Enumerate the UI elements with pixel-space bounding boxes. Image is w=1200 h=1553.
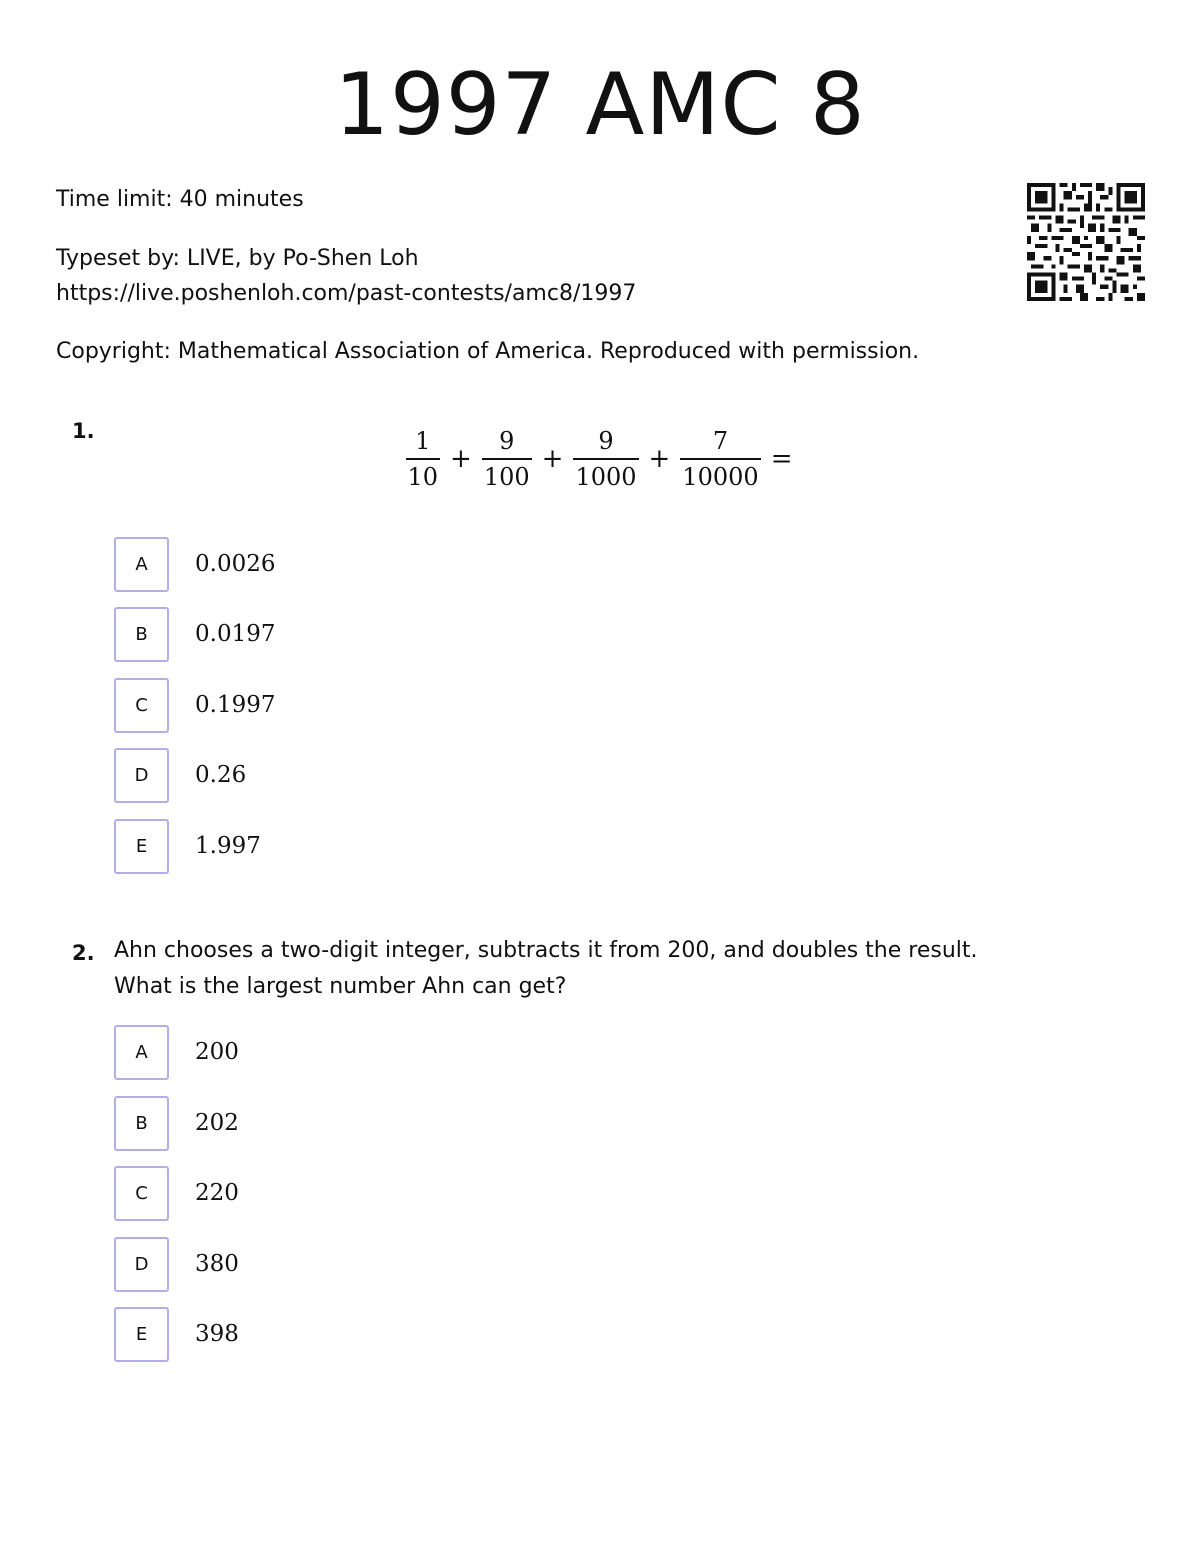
q2-choice-d[interactable] xyxy=(114,1236,239,1292)
fraction-numerator: 9 xyxy=(499,427,515,455)
choice-value: 0.0026 xyxy=(195,551,276,577)
choice-letter-button[interactable]: C xyxy=(114,678,169,733)
fraction-1 xyxy=(406,428,441,491)
source-url[interactable]: https://live.poshenloh.com/past-contests/amc8/1997 xyxy=(56,281,637,306)
choice-value: 380 xyxy=(195,1251,239,1277)
choice-letter-button[interactable]: A xyxy=(114,537,169,592)
q2-choice-a[interactable] xyxy=(114,1024,239,1080)
choice-value: 200 xyxy=(195,1039,239,1065)
q2-choice-e[interactable] xyxy=(114,1306,239,1362)
plus-sign: + xyxy=(450,444,472,475)
choice-letter-button[interactable]: E xyxy=(114,819,169,874)
choice-value: 0.1997 xyxy=(195,692,276,718)
plus-sign: + xyxy=(648,444,671,475)
fraction-denominator: 10000 xyxy=(680,458,760,490)
choice-value: 1.997 xyxy=(195,833,261,859)
typeset-by: Typeset by: LIVE, by Po-Shen Loh xyxy=(56,246,419,271)
choice-value: 0.0197 xyxy=(195,621,276,647)
choice-letter-button[interactable]: E xyxy=(114,1307,169,1362)
fraction-numerator: 9 xyxy=(598,427,614,455)
equals-sign: = xyxy=(770,444,793,475)
question-text-line: Ahn chooses a two-digit integer, subtracts it from 200, and doubles the result. xyxy=(114,938,978,963)
choice-value: 220 xyxy=(195,1180,239,1206)
q2-choice-b[interactable] xyxy=(114,1095,239,1151)
fraction-denominator: 1000 xyxy=(573,458,638,490)
choice-value: 0.26 xyxy=(195,762,247,788)
q2-choice-c[interactable] xyxy=(114,1165,239,1221)
fraction-numerator: 7 xyxy=(712,427,729,455)
choice-value: 398 xyxy=(195,1321,239,1347)
q1-choice-d[interactable] xyxy=(114,747,246,803)
choice-letter-button[interactable]: B xyxy=(114,607,169,662)
fraction-denominator: 100 xyxy=(482,458,532,490)
q1-choice-e[interactable] xyxy=(114,818,261,874)
question-2-number: 2. xyxy=(72,941,95,965)
choice-letter-button[interactable]: D xyxy=(114,1237,169,1292)
fraction-2 xyxy=(482,428,532,491)
q1-choice-a[interactable] xyxy=(114,536,275,592)
choice-value: 202 xyxy=(195,1110,239,1136)
question-2-text xyxy=(114,933,1104,1005)
plus-sign: + xyxy=(541,444,564,475)
q1-choice-c[interactable] xyxy=(114,677,275,733)
choice-letter-button[interactable]: B xyxy=(114,1096,169,1151)
copyright-notice: Copyright: Mathematical Association of America. Reproduced with permission. xyxy=(56,339,920,364)
page-title: 1997 AMC 8 xyxy=(334,55,866,155)
fraction-3 xyxy=(573,428,638,491)
choice-letter-button[interactable]: D xyxy=(114,748,169,803)
fraction-numerator: 1 xyxy=(415,427,431,455)
fraction-denominator: 10 xyxy=(406,458,441,490)
q1-choice-b[interactable] xyxy=(114,606,275,662)
choice-letter-button[interactable]: C xyxy=(114,1166,169,1221)
time-limit: Time limit: 40 minutes xyxy=(56,187,304,212)
fraction-4 xyxy=(680,428,760,491)
question-text-line: What is the largest number Ahn can get? xyxy=(114,974,567,999)
qr-code-icon[interactable] xyxy=(1027,183,1145,301)
question-1-number: 1. xyxy=(72,419,95,443)
choice-letter-button[interactable]: A xyxy=(114,1025,169,1080)
question-1-equation xyxy=(0,428,1200,491)
